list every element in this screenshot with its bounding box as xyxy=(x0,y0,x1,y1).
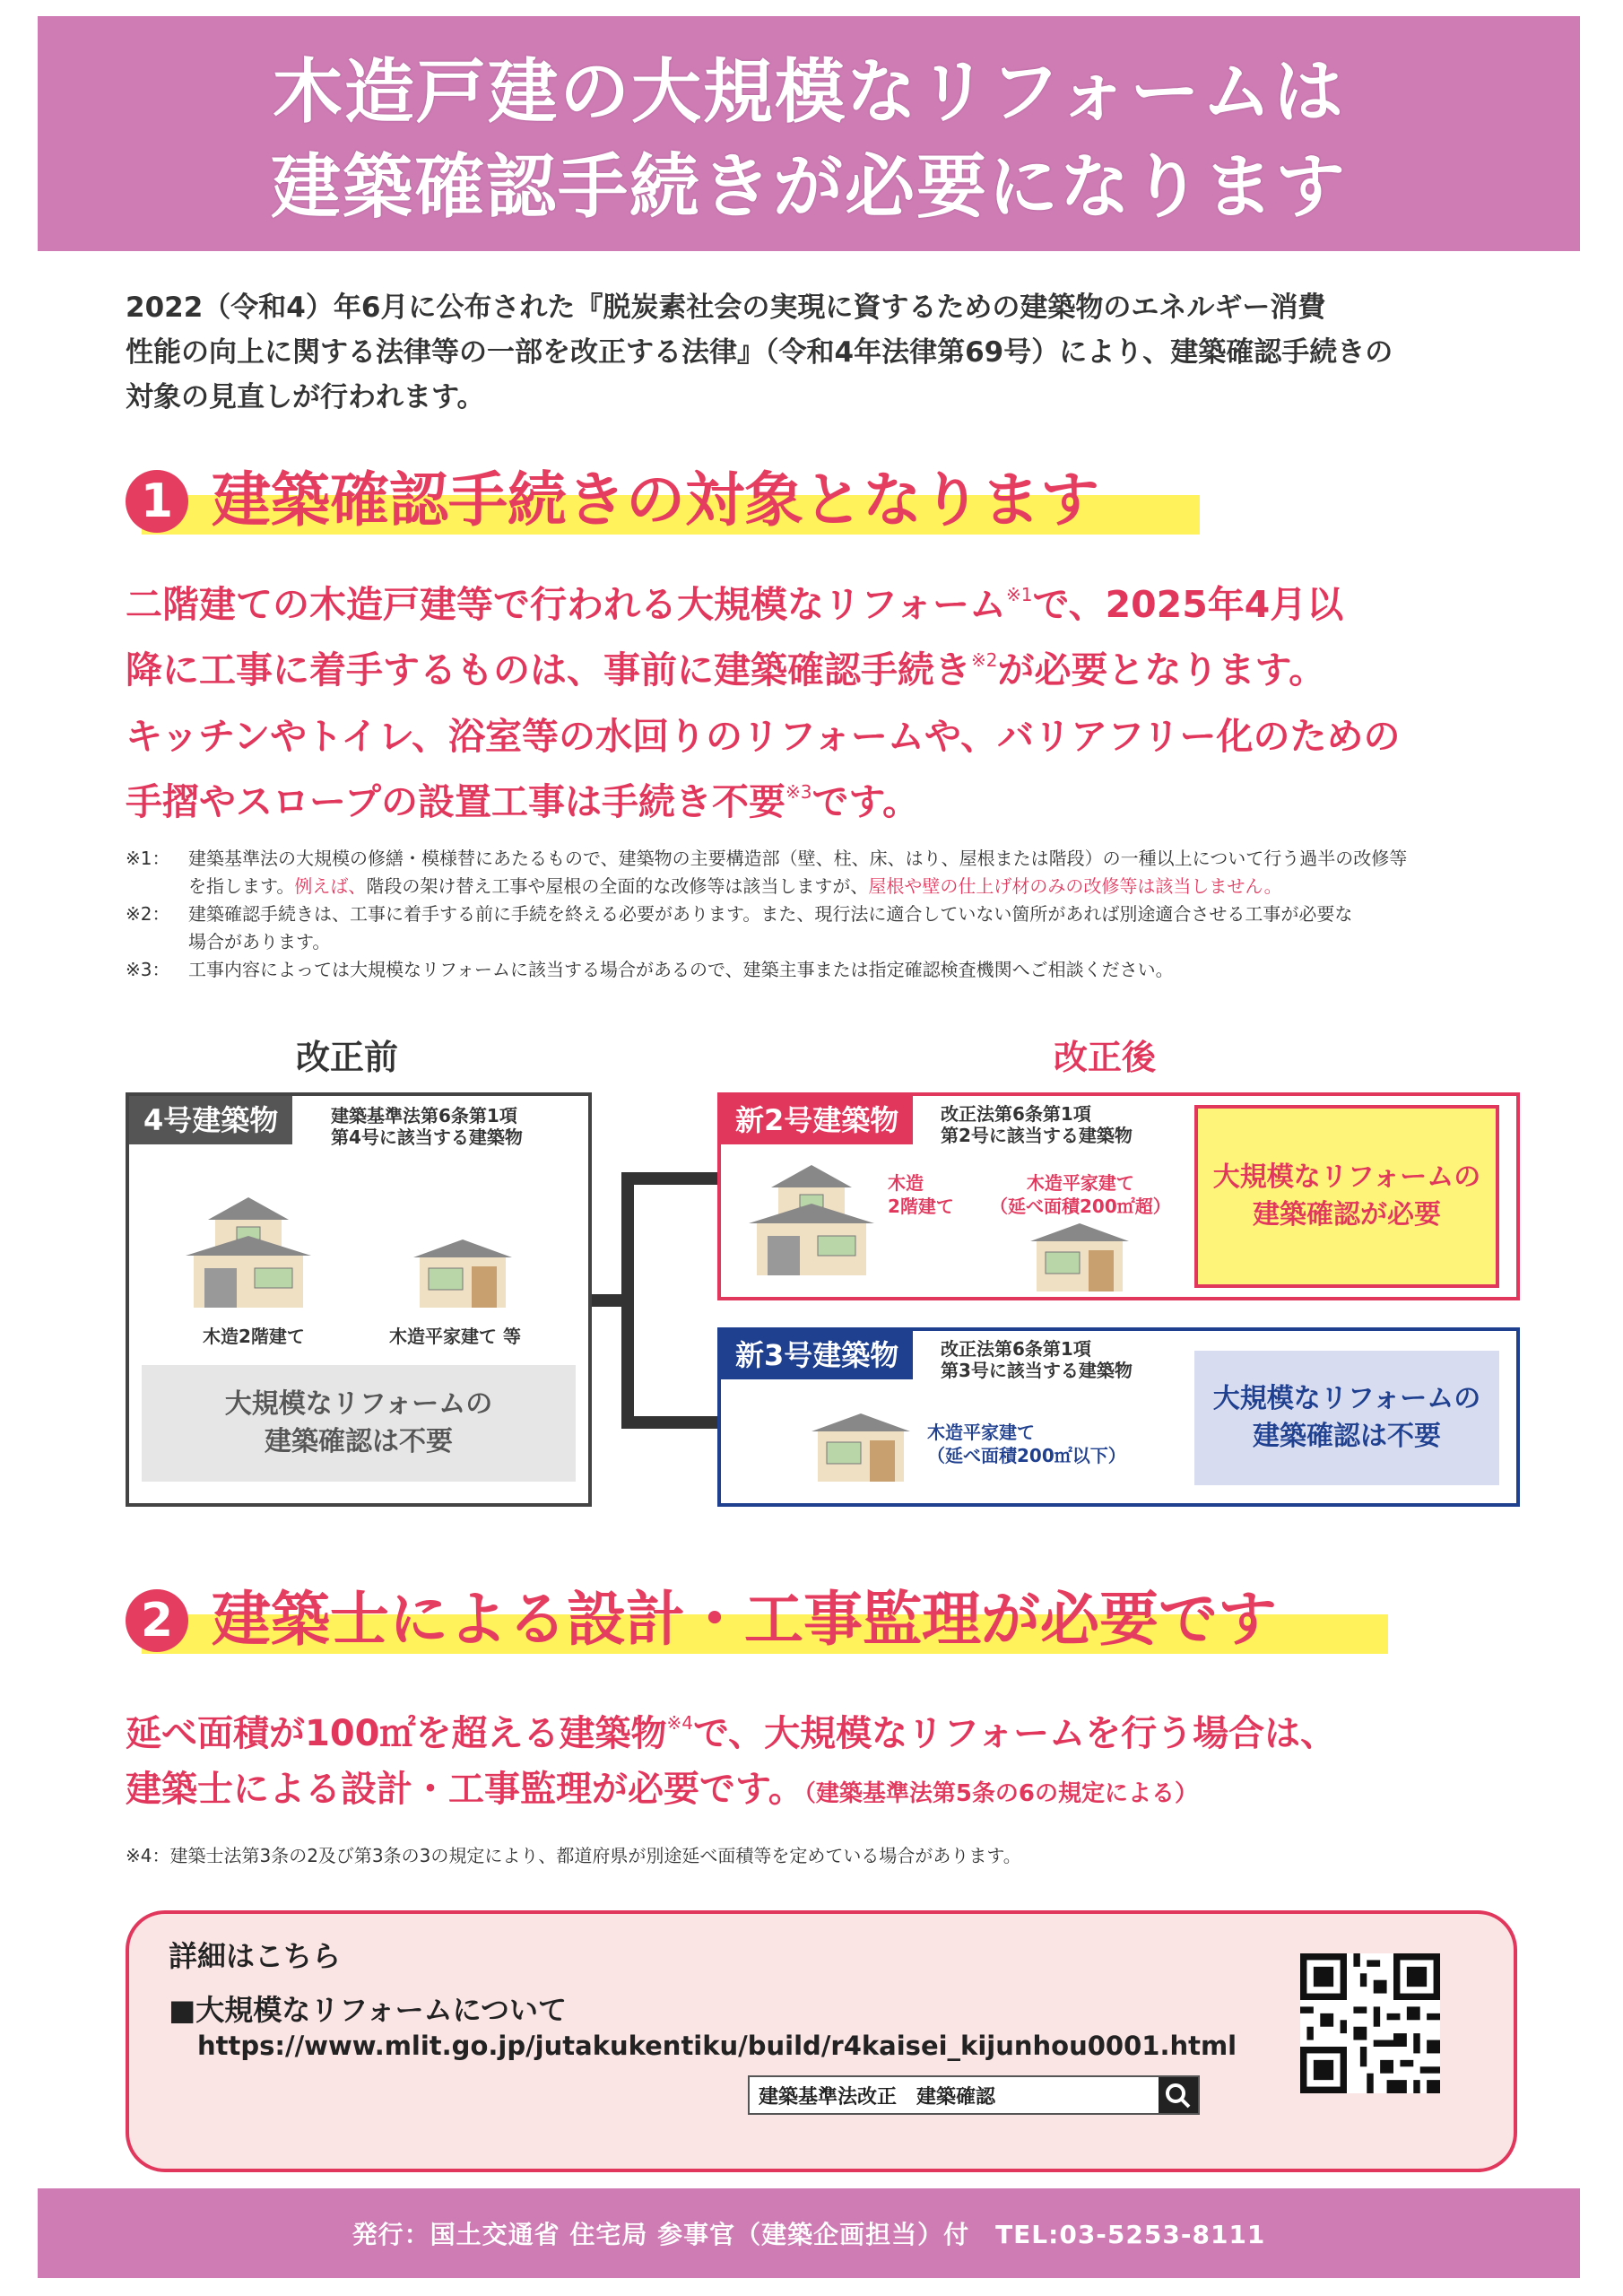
verdict-line: 大規模なリフォームの xyxy=(224,1388,493,1420)
note-line: 建築基準法第6条第1項 xyxy=(331,1105,517,1126)
para1-text-a: 二階建ての木造戸建等で行われる大規模なリフォーム xyxy=(126,583,1006,626)
footnote-1-line-1: 建築基準法の大規模の修繕・模様替にあたるもので、建築物の主要構造部（壁、柱、床、はり、屋根または階段）の一種以上について行う過半の改修等 xyxy=(188,848,1408,869)
after-label: 改正後 xyxy=(1054,1038,1157,1077)
search-query: 建築基準法改正 建築確認 xyxy=(759,2086,996,2109)
old-building-class-box xyxy=(126,1092,592,1507)
search-box[interactable] xyxy=(748,2075,1200,2115)
para2-text-a: キッチンやトイレ、浴室等の水回りのリフォームや、バリアフリー化のための xyxy=(126,715,1401,758)
para-legal-reference: （建築基準法第5条の6の規定による） xyxy=(803,1780,1198,1807)
two-story-house-icon xyxy=(744,1161,879,1277)
section-1-heading xyxy=(126,465,1246,535)
new-class-2-verdict xyxy=(1194,1105,1499,1288)
one-story-house-icon xyxy=(1026,1222,1133,1293)
section-1-paragraph-1 xyxy=(126,567,1524,698)
note-line: 第3号に該当する建築物 xyxy=(941,1360,1133,1381)
footnote-3 xyxy=(126,956,1524,984)
title-line-2: 建築確認手続きが必要になります xyxy=(270,147,1347,228)
footnote-3-line-1: 工事内容によっては大規模なリフォームに該当する場合があるので、建築主事または指定確認検査機関へご相談ください。 xyxy=(188,959,1174,980)
footnote-ref-4: ※4 xyxy=(666,1712,693,1734)
intro-line-3: 対象の見直しが行われます。 xyxy=(126,381,485,413)
section-2-heading xyxy=(126,1584,1417,1654)
new-class-2-note xyxy=(941,1103,1133,1146)
title-line-1: 木造戸建の大規模なリフォームは xyxy=(272,52,1346,133)
footnote-ref-3: ※3 xyxy=(785,781,812,803)
para-text: 建築士による設計・工事監理が必要です。 xyxy=(126,1769,804,1810)
para-text: で、大規模なリフォームを行う場合は、 xyxy=(692,1713,1337,1754)
footnote-2 xyxy=(126,900,1524,956)
verdict-line: 建築確認が必要 xyxy=(1253,1199,1441,1231)
new-class-3-box xyxy=(717,1327,1520,1507)
intro-line-2: 性能の向上に関する法律等の一部を改正する法律』（令和4年法律第69号）により、建築確認手続きの xyxy=(126,336,1393,369)
contact-link-label: ■大規模なリフォームについて xyxy=(169,1993,567,2027)
verdict-line: 建築確認は不要 xyxy=(1253,1421,1441,1452)
contact-url[interactable]: https://www.mlit.go.jp/jutakukentiku/build/r4kaisei_kijunhou0001.html xyxy=(197,2031,1237,2061)
new-class-2-box xyxy=(717,1092,1520,1300)
contact-title: 詳細はこちら xyxy=(169,1939,342,1973)
footnote-2-line-2: 場合があります。 xyxy=(188,931,331,952)
footer-publisher: 発行：国土交通省 住宅局 参事官（建築企画担当）付 TEL:03-5253-8111 xyxy=(38,2188,1580,2278)
caption-line: （延べ面積200㎡以下） xyxy=(927,1445,1126,1466)
new-class-3-verdict xyxy=(1194,1351,1499,1485)
footnote-1-red-text: 屋根や壁の仕上げ材のみの改修等は該当しません。 xyxy=(868,875,1282,897)
caption-line: 木造平家建て xyxy=(927,1422,1035,1443)
one-story-house-icon xyxy=(409,1238,516,1309)
house-caption xyxy=(990,1171,1171,1218)
two-story-house-icon xyxy=(181,1193,316,1309)
section-number-badge: 2 xyxy=(126,1589,188,1652)
para1-text-c: 降に工事に着手するものは、事前に建築確認手続き xyxy=(126,648,971,691)
bracket-connector xyxy=(592,1166,717,1435)
footnote-mark: ※3： xyxy=(126,959,170,980)
footnote-2-line-1: 建築確認手続きは、工事に着手する前に手続を終える必要があります。また、現行法に適合していない箇所があれば別途適合させる工事が必要な xyxy=(188,903,1353,925)
section-1-title: 建築確認手続きの対象となります xyxy=(212,465,1099,535)
section-2-paragraph xyxy=(126,1695,1542,1822)
new-class-2-tag: 新2号建築物 xyxy=(721,1096,913,1144)
footnote-1-red-text: 例えば、 xyxy=(294,875,367,897)
footnote-ref-2: ※2 xyxy=(971,649,998,671)
footnote-ref-1: ※1 xyxy=(1005,584,1033,605)
verdict-line: 大規模なリフォームの xyxy=(1212,1161,1481,1193)
house-caption: 木造2階建て xyxy=(203,1326,305,1347)
footnotes xyxy=(126,845,1524,984)
new-class-3-tag: 新3号建築物 xyxy=(721,1331,913,1379)
footnote-1-text: を指します。 xyxy=(188,875,295,897)
para1-text-b: で、2025年4月以 xyxy=(1032,583,1344,626)
intro-paragraph xyxy=(126,285,1524,420)
section-1-paragraph-2 xyxy=(126,709,1524,830)
note-line: 改正法第6条第1項 xyxy=(941,1338,1091,1360)
para2-text-c: です。 xyxy=(812,780,920,823)
footnote-mark: ※1： xyxy=(126,848,170,869)
section-number-badge: 1 xyxy=(126,470,188,533)
before-label: 改正前 xyxy=(296,1038,399,1077)
caption-line: 2階建て xyxy=(888,1196,954,1217)
old-verdict xyxy=(142,1365,576,1482)
note-line: 改正法第6条第1項 xyxy=(941,1103,1091,1125)
footnote-4: ※4：建築士法第3条の2及び第3条の3の規定により、都道府県が別途延べ面積等を定めている場合があります。 xyxy=(126,1845,1021,1866)
house-caption xyxy=(888,1171,954,1218)
verdict-line: 大規模なリフォームの xyxy=(1212,1383,1481,1414)
search-icon xyxy=(1159,2077,1198,2113)
house-caption: 木造平家建て 等 xyxy=(389,1326,521,1347)
new-class-3-note xyxy=(941,1338,1133,1381)
search-button[interactable] xyxy=(1159,2077,1198,2113)
footnote-mark: ※2： xyxy=(126,903,170,925)
old-class-tag: 4号建築物 xyxy=(129,1096,292,1144)
house-caption xyxy=(927,1421,1126,1467)
caption-line: （延べ面積200㎡超） xyxy=(990,1196,1171,1217)
para1-text-d: が必要となります。 xyxy=(997,648,1326,691)
intro-line-1: 2022（令和4）年6月に公布された『脱炭素社会の実現に資するための建築物のエネルギー消費 xyxy=(126,291,1326,324)
footnote-1-text: 階段の架け替え工事や屋根の全面的な改修等は該当しますが、 xyxy=(366,875,869,897)
old-class-note xyxy=(331,1105,523,1148)
verdict-line: 建築確認は不要 xyxy=(265,1426,453,1457)
qr-code-icon[interactable] xyxy=(1300,1953,1440,2093)
para-text: 延べ面積が100㎡を超える建築物 xyxy=(126,1713,667,1754)
one-story-house-icon xyxy=(807,1412,915,1483)
title-banner xyxy=(38,16,1580,251)
caption-line: 木造 xyxy=(888,1172,924,1194)
note-line: 第4号に該当する建築物 xyxy=(331,1126,523,1148)
footnote-1 xyxy=(126,845,1524,900)
para2-text-b: 手摺やスロープの設置工事は手続き不要 xyxy=(126,780,785,823)
note-line: 第2号に該当する建築物 xyxy=(941,1125,1133,1146)
contact-box xyxy=(126,1910,1517,2172)
caption-line: 木造平家建て xyxy=(1026,1172,1134,1194)
section-2-title: 建築士による設計・工事監理が必要です xyxy=(212,1585,1277,1654)
